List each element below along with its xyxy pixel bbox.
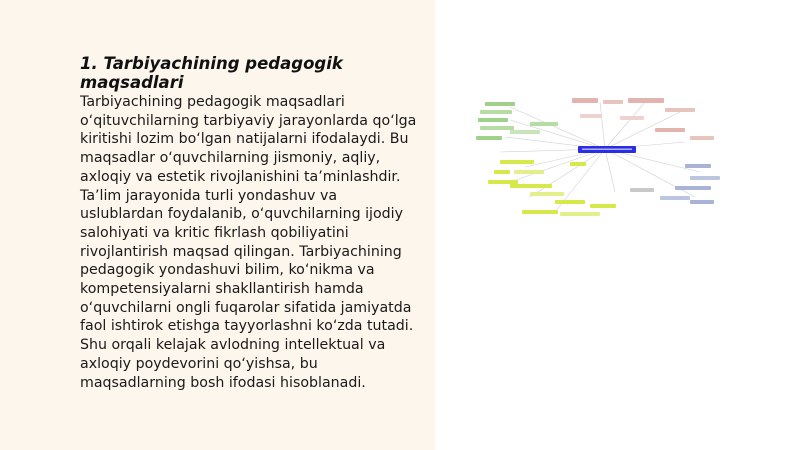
slide-body-text: Tarbiyachining pedagogik maqsadlari o‘qituvchilarning tarbiyaviy jarayonlarda qo‘lga kiritishi lozim bo‘lgan natijalarni ifodalaydi. Bu maqsadlar o‘quvchilarning jismoniy, aqliy, axloqiy va estetik rivojlanishini ta’minlashdir. Ta’lim jarayonida turli yondashuv va uslublardan foydalanib, o‘quvchilarning ijodiy salohiyati va kritic fikrlash qobiliyatini rivojlantirish maqsad qilingan. Tarbiyachining pedagogik yondashuvi bilim, ko‘nikma va kompetensiyalarni shakllantirish hamda o‘quvchilarni ongli fuqarolar sifatida jamiyatda faol ishtirok etishga tayyorlashni ko‘zda tutadi. Shu orqali kelajak avlodning intellektual va axloqiy poydevorini qo‘yishsa, bu maqsadlarning bosh ifodasi hisoblanadi.	[80, 94, 417, 391]
mind-map-connectors	[500, 102, 700, 212]
mind-map-graphic	[470, 92, 730, 227]
mind-map-image	[470, 92, 730, 227]
mind-map-blue-branch	[630, 164, 720, 204]
mind-map-yellow-branch	[488, 160, 616, 216]
mind-map-green-branch	[476, 102, 558, 140]
mind-map-central-node	[578, 146, 636, 153]
slide-title: 1. Tarbiyachining pedagogik maqsadlari	[80, 54, 343, 92]
